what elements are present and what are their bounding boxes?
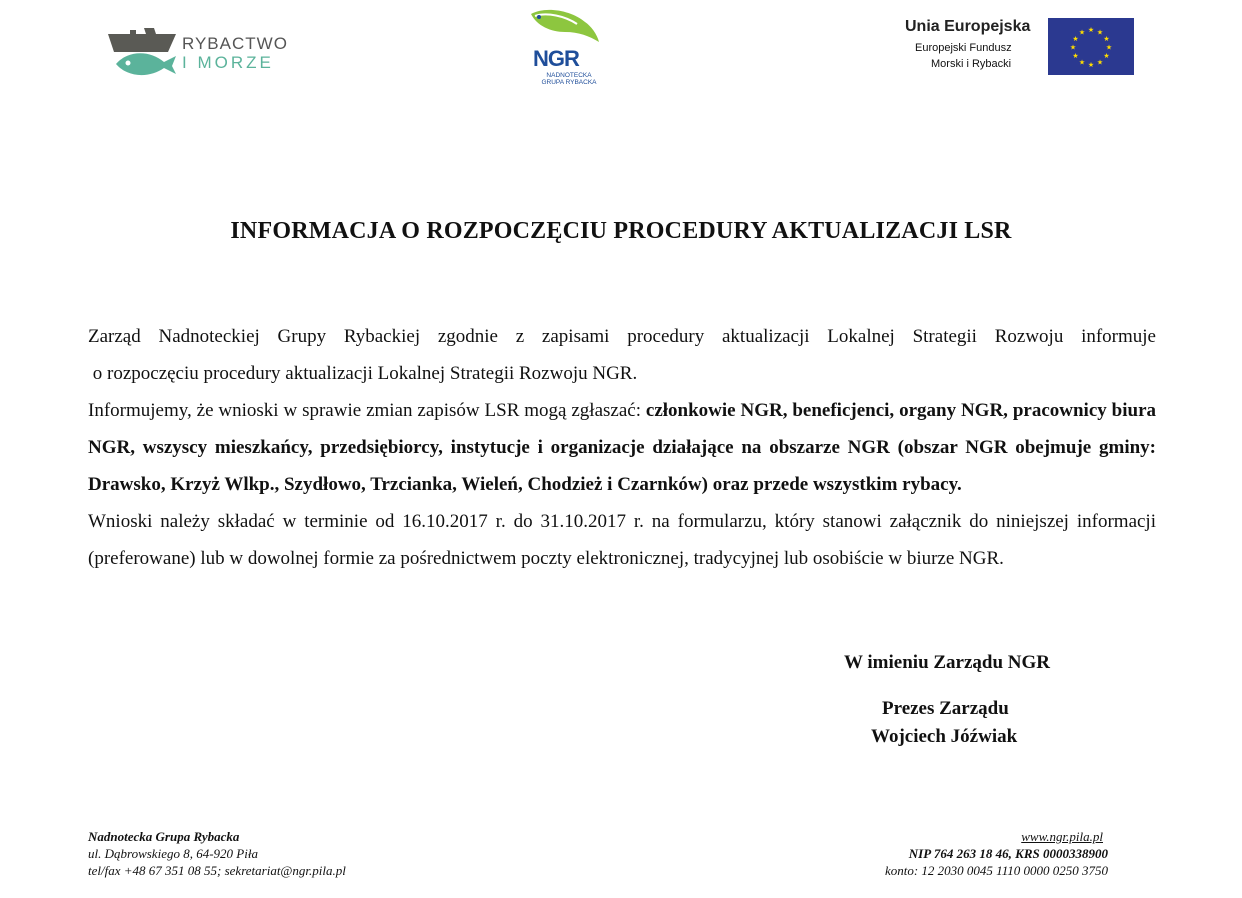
svg-text:★: ★: [1096, 28, 1104, 37]
ngr-logo-mark: NGR: [533, 46, 579, 71]
footer-address: ul. Dąbrowskiego 8, 64-920 Piła: [88, 846, 258, 861]
footer-address-block: [88, 828, 346, 879]
signature-on-behalf: W imieniu Zarządu NGR: [844, 652, 1051, 673]
ngr-subtitle-line2: GRUPA RYBACKA: [541, 79, 597, 86]
ngr-logo-subtitle: [529, 72, 609, 86]
logo-text-line2: I MORZE: [182, 53, 274, 72]
svg-text:★: ★: [1072, 52, 1079, 60]
document-body: [88, 318, 1156, 577]
footer-contact: tel/fax +48 67 351 08 55; sekretariat@ngr.pila.pl: [88, 863, 346, 878]
paragraph-3: Wnioski należy składać w terminie od 16.10.2017 r. do 31.10.2017 r. na formularzu, który stanowi załącznik do niniejszej informacji (preferowane) lub w dowolnej formie za pośrednictwem poczty elektronicznej, tradycyjnej lub osobiście w biurze NGR.: [88, 511, 1156, 569]
svg-text:★: ★: [1078, 58, 1086, 67]
ngr-logo: [525, 8, 611, 88]
eu-flag-icon: [1048, 18, 1134, 75]
svg-text:★: ★: [1105, 43, 1113, 52]
fish-boat-icon: [106, 28, 178, 76]
paragraph-1-line-1: Zarząd Nadnoteckiej Grupy Rybackiej zgodnie z zapisami procedury aktualizacji Lokalnej Strategii Rozwoju informuje: [88, 326, 1156, 347]
ngr-subtitle-line1: NADNOTECKA: [546, 72, 592, 79]
paragraph-2-lead: Informujemy, że wnioski w sprawie zmian zapisów LSR mogą zgłaszać:: [88, 400, 646, 421]
footer-registration-block: [885, 828, 1108, 879]
fish-icon: [525, 8, 611, 48]
footer-nip-krs: NIP 764 263 18 46, KRS 0000338900: [908, 846, 1108, 861]
eu-subtitle-2: Morski i Rybacki: [931, 58, 1012, 70]
svg-text:★: ★: [1087, 61, 1095, 69]
signature-name: Wojciech Jóźwiak: [871, 726, 1018, 747]
document-title: INFORMACJA O ROZPOCZĘCIU PROCEDURY AKTUALIZACJI LSR: [230, 218, 1012, 244]
footer-bank-account: konto: 12 2030 0045 1110 0000 0250 3750: [884, 863, 1108, 878]
paragraph-2-bold: członkowie NGR, beneficjenci, organy NGR, pracownicy biura NGR, wszyscy mieszkańcy, przedsiębiorcy, instytucje i organizacje działające na obszarze NGR (obszar NGR obejmuje gminy: Drawsko, Krzyż Wlkp., Szydłowo, Trzcianka, Wieleń, Chodzież i Czarnków) oraz przede wszystkim rybacy.: [88, 400, 1156, 495]
eu-subtitle-1: Europejski Fundusz: [915, 42, 1012, 54]
footer-org-name: Nadnotecka Grupa Rybacka: [88, 829, 240, 844]
svg-text:★: ★: [1087, 26, 1095, 34]
svg-text:★: ★: [1078, 28, 1086, 37]
svg-text:★: ★: [1096, 58, 1104, 67]
svg-text:★: ★: [1103, 35, 1110, 43]
paragraph-2: [88, 392, 1156, 503]
svg-text:★: ★: [1103, 52, 1110, 60]
eu-title: Unia Europejska: [905, 18, 1031, 35]
footer-website-link[interactable]: www.ngr.pila.pl: [1021, 829, 1103, 844]
signature-role: Prezes Zarządu: [882, 698, 1009, 719]
rybactwo-i-morze-logo: [106, 28, 306, 76]
logo-text-line1: RYBACTWO: [182, 34, 288, 53]
svg-text:★: ★: [1069, 43, 1077, 52]
paragraph-1-line-2: o rozpoczęciu procedury aktualizacji Lokalnej Strategii Rozwoju NGR.: [88, 363, 638, 384]
svg-text:★: ★: [1072, 35, 1079, 43]
